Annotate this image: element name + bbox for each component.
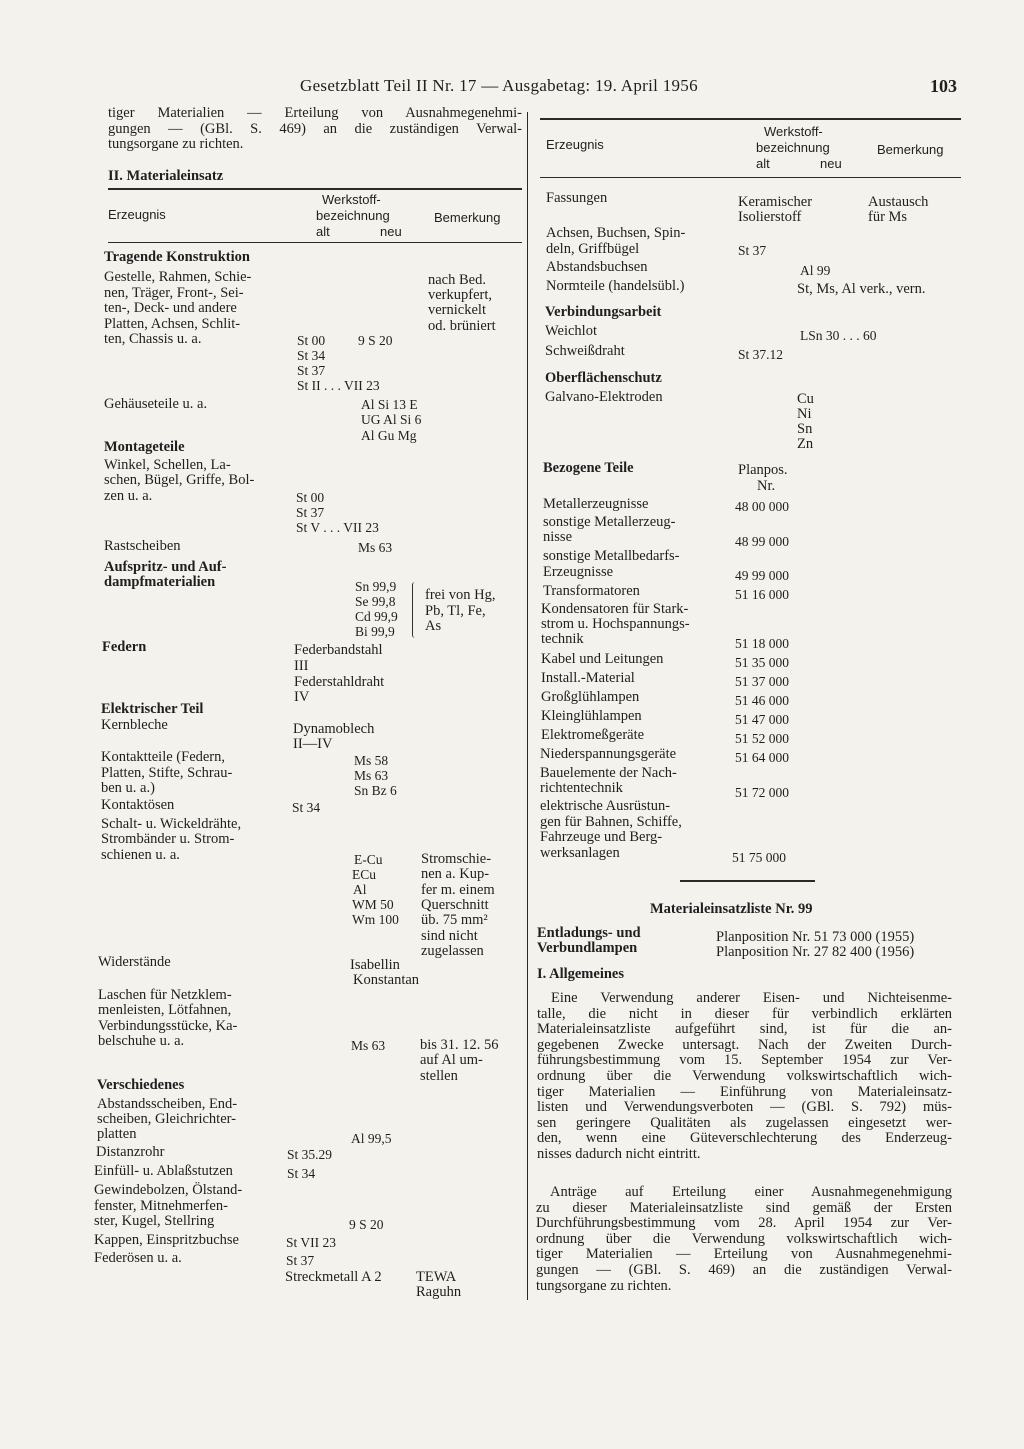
paragraph: Anträge auf Erteilung einer Ausnahmegenehmigung zu dieser Materialeinsatzliste sind gemäß der Ersten Durchführungsbestimmung vom 28. April 1954 zur Ver- ordnung über die Verwendung volkswirtschaftlich wich- tiger Materialien — Erteilung von Ausnahmegenehmi- gungen — (GBl. S. 469) an die zuständigen Verwal- tungsorgane zu richten. [536,1184,952,1294]
group-heading: Verschiedenes [97,1077,185,1093]
planpos-header: Planpos. [738,462,788,478]
column-header-alt: alt [756,156,770,171]
column-header-werkstoff: Werkstoff- [322,192,381,207]
group-heading: Elektrischer Teil [101,701,204,717]
gazette-page: Gesetzblatt Teil II Nr. 17 — Ausgabetag: 19. April 1956 103 tiger Materialien — Erteilung von Ausnahmegenehmi- gungen — (GBl. S. 469) an die zuständigen Verwal- tungsorgane zu richten. II. Materialeinsatz Erzeugnis Werkstoff- bezeichnung alt neu Bemerkung Tragende Konstruktion Gestelle, Rahmen, Schie- nen, Träger, Front-, Sei- ten-, Deck- und andere Platten, Achsen, Schlit- ten, Chassis u. a. St 00 9 S 20 St 34 St 37 St II . . . VII 23 nach Bed. verkupfert, vernickelt od. brüniert Gehäuseteile u. a. Al Si 13 E UG Al Si 6 Al Gu Mg Montageteile Winkel, Schellen, La- schen, Bügel, Griffe, Bol- zen u. a. St 00 St 37 St V . . . VII 23 Rastscheiben Ms 63 Aufspritz- und Auf- dampfmaterialien Sn 99,9 Se 99,8 Cd 99,9 Bi 99,9 frei von Hg, Pb, Tl, Fe, As Federn Federbandstahl III Federstahldraht IV Elektrischer Teil Kernbleche Dynamoblech II—IV Kontaktteile (Federn, Platten, Stifte, Schrau- ben u. a.) Ms 58 Ms 63 Sn Bz 6 Kontaktösen St 34 Schalt- u. Wickeldrähte, Strombänder u. Strom- schienen u. a. E-Cu ECu Al WM 50 Wm 100 Stromschie- nen a. Kup- fer m. einem Querschnitt üb. 75 mm² sind nicht zugelassen Widerstände Isabellin Konstantan Laschen für Netzklem- menleisten, Lötfahnen, Verbindungsstücke, Ka- belschuhe u. a. Ms 63 bis 31. 12. 56 auf Al um- stellen Verschiedenes Abstandsscheiben, End- scheiben, Gleichrichter- platten Al 99,5 Distanzrohr St 35.29 Einfüll- u. Ablaßstutzen St 34 Gewindebolzen, Ölstand- fenster, Mitnehmerfen- ster, Kugel, Stellring 9 S 20 Kappen, Einspritzbuchse St VII 23 Federösen u. a. St 37 Streckmetall A 2 TEWA Raguhn Erzeugnis Werkstoff- bezeichnung alt neu Bemerkung Fassungen Keramischer Isolierstoff Austausch für Ms Achsen, Buchsen, Spin- deln, Griffbügel St 37 Abstandsbuchsen Al 99 Normteile (handelsübl.) St, Ms, Al verk., vern. Verbindungsarbeit Weichlot LSn 30 . . . 60 Schweißdraht St 37.12 Oberflächenschutz Galvano-Elektroden Cu Ni Sn Zn Bezogene Teile Planpos. Nr. Metallerzeugnisse 48 00 000 sonstige Metallerzeug- nisse 48 99 000 sonstige Metallbedarfs- Erzeugnisse 49 99 000 Transformatoren 51 16 000 Kondensatoren für Stark- strom u. Hochspannungs- technik 51 18 000 Kabel und Leitungen 51 35 000 Install.-Material 51 37 000 Großglühlampen 51 46 000 Kleinglühlampen 51 47 000 Elektromeßgeräte 51 52 000 Niederspannungsgeräte 51 64 000 Bauelemente der Nach- richtentechnik 51 72 000 elektrische Ausrüstun- gen für Bahnen, Schiffe, Fahrzeuge und Berg- werksanlagen 51 75 000 Materialeinsatzliste Nr. 99 Entladungs- und Verbundlampen Planposition Nr. 51 73 000 (1955) Planposition Nr. 27 82 400 (1956) I. Allgemeines Eine Verwendung anderer Eisen- und Nichteisenme- talle, die nicht in dieser für verbindlich erklärten Materialeinsatzliste aufgeführt sind, ist für die an- gegebenen Zwecke untersagt. Nach der Zweiten Durch- führungsbestimmung vom 15. September 1954 zur Ver- ordnung über die Verwendung volkswirtschaftlich wich- tiger Materialien — Einführung von Materialeinsatz- listen und Verwendungsverboten — (GBl. S. 792) müs- sen geringere Qualitäten als zugelassen eingesetzt wer- den, wenn eine Güteverschlechterung des Enderzeug- nisses dadurch nicht eintritt. Anträge auf Erteilung einer Ausnahmegenehmigung zu dieser Materialeinsatzliste sind gemäß der Ersten Durchführungsbestimmung vom 28. April 1954 zur Ver- ordnung über die Verwendung volkswirtschaftlich wich- tiger Materialien — Erteilung von Ausnahmegenehmi- gungen — (GBl. S. 469) an die zuständigen Verwal- tungsorgane zu richten. [0,0,1024,1449]
paragraph: Eine Verwendung anderer Eisen- und Nichteisenme- talle, die nicht in dieser für verbindlich erklärten Materialeinsatzliste aufgeführt sind, ist für die an- gegebenen Zwecke untersagt. Nach der Zweiten Durch- führungsbestimmung vom 15. September 1954 zur Ver- ordnung über die Verwendung volkswirtschaftlich wich- tiger Materialien — Einführung von Materialeinsatz- listen und Verwendungsverboten — (GBl. S. 792) müs- sen geringere Qualitäten als zugelassen eingesetzt wer- den, wenn eine Güteverschlechterung des Enderzeug- nisses dadurch nicht eintritt. [537,990,952,1162]
column-header-neu: neu [380,224,402,239]
section-heading-materialeinsatz: II. Materialeinsatz [108,168,224,184]
group-heading: Verbindungsarbeit [545,304,662,320]
running-header: Gesetzblatt Teil II Nr. 17 — Ausgabetag: 19. April 1956 [300,76,698,95]
column-header-erzeugnis: Erzeugnis [546,137,604,152]
brace-mark [412,582,418,638]
planposition-line: Planposition Nr. 51 73 000 (1955) [716,929,915,945]
column-header-werkstoff: Werkstoff- [764,124,823,139]
group-heading: Bezogene Teile [543,460,634,476]
planpos-header-nr: Nr. [757,478,776,494]
table-top-rule [108,188,522,190]
group-heading: dampfmaterialien [104,574,216,590]
table-header-rule [108,242,522,243]
page-number: 103 [930,76,957,96]
column-header-alt: alt [316,224,330,239]
right-table-top-rule [540,118,961,120]
column-header-bemerkung: Bemerkung [877,142,944,157]
column-header-bezeichnung: bezeichnung [756,140,830,155]
planposition-line: Planposition Nr. 27 82 400 (1956) [716,944,915,960]
group-heading: Tragende Konstruktion [104,249,250,265]
group-heading: Montageteile [104,439,185,455]
section-heading-allgemeines: I. Allgemeines [537,966,624,982]
intro-paragraph: tiger Materialien — Erteilung von Ausnahmegenehmi- gungen — (GBl. S. 469) an die zuständigen Verwal- tungsorgane zu richten. [108,105,522,153]
group-heading: Oberflächenschutz [545,370,662,386]
right-table-header-rule [540,177,961,178]
column-header-bemerkung: Bemerkung [434,210,501,225]
column-header-bezeichnung: bezeichnung [316,208,390,223]
group-heading: Aufspritz- und Auf- [104,559,227,575]
column-divider [527,112,528,1300]
column-header-neu: neu [820,156,842,171]
column-header-erzeugnis: Erzeugnis [108,207,166,222]
list-title: Materialeinsatzliste Nr. 99 [650,901,813,917]
list-subject: Entladungs- und [537,925,641,941]
group-heading: Federn [102,639,147,655]
list-subject: Verbundlampen [537,940,638,956]
section-separator [680,880,815,882]
